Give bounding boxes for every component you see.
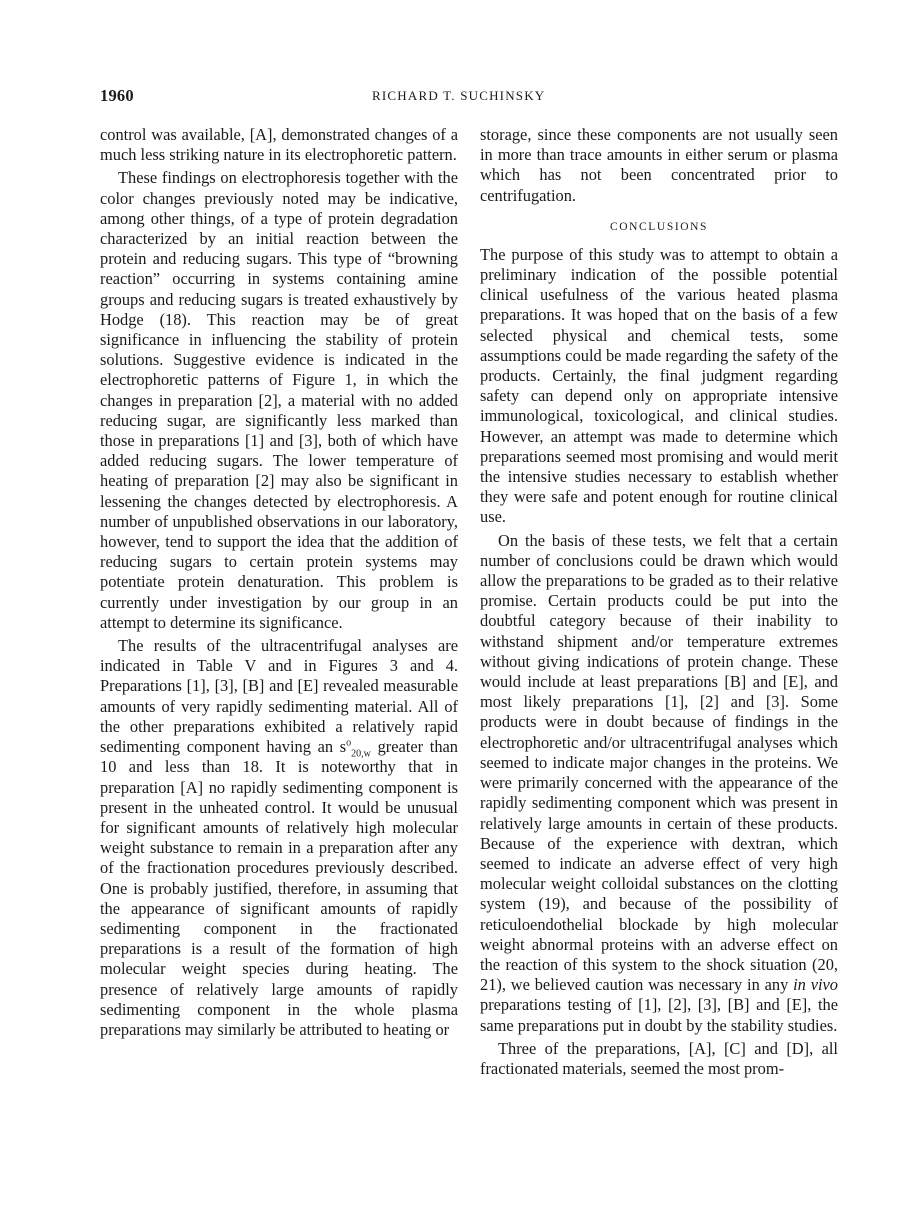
right-column [480, 125, 838, 1082]
superscript-degree: o [346, 737, 352, 749]
paragraph-ultracentrifugal-results [100, 636, 458, 1040]
section-heading-conclusions: CONCLUSIONS [609, 220, 709, 233]
paragraph-storage: storage, since these components are not usually seen in more than trace amounts in either serum or plasma which has not been concentrated prior to centrifugation. [480, 125, 838, 205]
italic-in-vivo: in vivo [793, 975, 838, 995]
paragraph-control-pattern: control was available, [A], demonstrated changes of a much less striking nature in its electrophoretic pattern. [100, 125, 458, 165]
left-column [100, 125, 458, 1043]
paragraph-purpose: The purpose of this study was to attempt to obtain a preliminary indication of the possible potential clinical usefulness of the various heated plasma preparations. It was hoped that on the basis of a few selected physical and chemical tests, some assumptions could be made regarding the safety of the products. Certainly, the final judgment regarding safety can depend only on appropriate intensive immunological, toxicological, and clinical studies. However, an attempt was made to determine which preparations seemed most promising and would merit the intensive studies necessary to establish whether they were safe and potent enough for routine clinical use. [480, 244, 838, 527]
paragraph-browning-reaction: These findings on electrophoresis together with the color changes previously noted may be indicative, among other things, of a type of protein degradation characterized by an initial reaction between the protein and reducing sugars. This type of “browning reaction” occurring in systems containing amine groups and reducing sugars is treated exhaustively by Hodge (18). This reaction may be of great significance in influencing the stability of protein solutions. Suggestive evidence is indicated in the electrophoretic patterns of Figure 1, in which the changes in preparation [2], a material with no added reducing sugar, are significantly less marked than those in preparations [1] and [3], both of which have added reducing sugars. The lower temperature of heating of preparation [2] may also be significant in lessening the changes detected by electrophoresis. A number of unpublished observations in our laboratory, however, tend to support the idea that the addition of reducing sugars to certain protein systems may potentiate protein denaturation. This problem is currently under investigation by our group in an attempt to determine its significance. [100, 168, 458, 632]
paragraph-three-preparations: Three of the preparations, [A], [C] and [D], all fractionated materials, seemed the most prom- [480, 1038, 838, 1078]
running-head: RICHARD T. SUCHINSKY [372, 88, 546, 103]
page-number: 1960 [100, 86, 134, 105]
paragraph-grading [480, 531, 838, 1036]
text-fragment: greater than 10 and less than 18. It is noteworthy that in preparation [A] no rapidly sedimenting component is present in the unheated control. It would be unusual for significant amounts of relatively high molecular weight substance to remain in a preparation after any of the fractionation procedures previously described. One is probably justified, therefore, in assuming that the appearance of significant amounts of rapidly sedimenting component in the fractionated preparations is a result of the formation of high molecular weight species during heating. The presence of relatively large amounts of rapidly sedimenting component in the whole plasma preparations may similarly be attributed to heating or [100, 737, 458, 1039]
subscript-20w: 20,w [351, 748, 371, 760]
text-fragment: The results of the ultracentrifugal analyses are indicated in Table V and in Figures 3 and 4. Preparations [1], [3], [B] and [E] revealed measurable amounts of very rapidly sedimenting material. All of the other preparations exhibited a relatively rapid sedimenting component having an s [100, 636, 458, 757]
text-fragment: On the basis of these tests, we felt that a certain number of conclusions could be drawn which would allow the preparations to be graded as to their relative promise. Certain products could be put into the doubtful category because of their inability to withstand shipment and/or temperature extremes without giving indications of protein change. These would include at least preparations [B] and [E], and most likely preparations [1], [2] and [3]. Some products were in doubt because of findings in the electrophoretic and/or ultracentrifugal analyses which seemed to indicate major changes in the proteins. We were primarily concerned with the appearance of the rapidly sedimenting component which was present in relatively large amounts in certain of these products. Because of the experience with dextran, which seemed to indicate an adverse effect of very high molecular weight colloidal substances on the clotting system (19), and because of the possibility of reticuloendothelial blockade by high molecular weight abnormal proteins with an adverse effect on the reaction of this system to the shock situation (20, 21), we believed caution was necessary in any [480, 530, 838, 995]
text-fragment: preparations testing of [1], [2], [3], [B] and [E], the same preparations put in doubt by the stability studies. [480, 995, 838, 1035]
